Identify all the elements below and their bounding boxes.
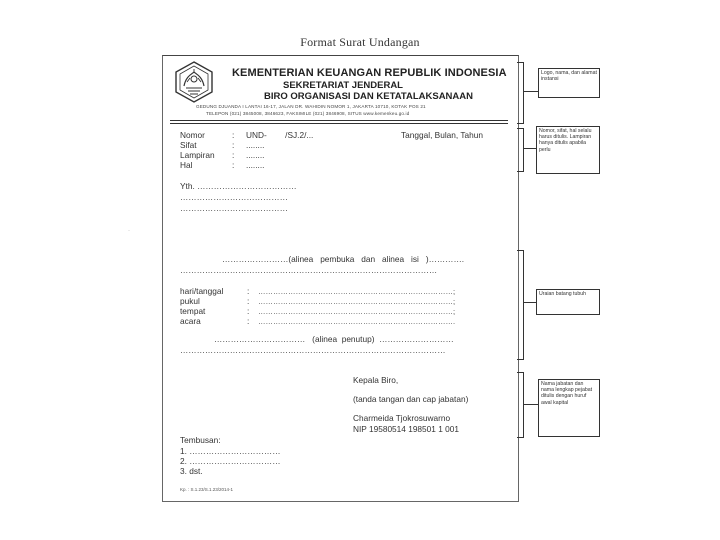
page-title: Format Surat Undangan [300,35,420,49]
annotation-box-meta: Nomor, sifat, hal selalu harus ditulis. Lampiran hanya ditulis apabila perlu [536,126,600,174]
addressee-line-3: ………………………………… [180,203,288,213]
sifat-value: ........ [246,140,265,150]
footer-code: Kp. : S.1.23/S.1.23/2014-1 [180,487,234,492]
tembusan-item: 1. …………………………… [180,446,281,456]
tembusan-item: 3. dst. [180,466,203,476]
nomor-value: UND- /SJ.2/... [246,130,314,140]
sifat-label: Sifat [180,140,197,150]
nomor-label: Nomor [180,130,205,140]
event-row-label: acara [180,316,201,326]
annotation-box-signature: Nama jabatan dan nama lengkap pejabat ditulis dengan huruf awal kapital [538,379,600,437]
sifat-colon: : [232,140,235,150]
event-row-colon: : [247,286,250,296]
annotation-box-letterhead: Logo, nama, dan alamat instansi [538,68,600,98]
event-row-value: ……………………………………………………………………; [258,287,456,296]
annotation-bracket [517,62,524,124]
annotation-connector [524,404,538,405]
event-row-colon: : [247,306,250,316]
event-row-value: ……………………………………………………………………; [258,307,456,316]
annotation-connector [524,91,538,92]
signatory-name: Charmeida Tjokrosuwarno [353,413,451,423]
hal-colon: : [232,160,235,170]
event-row-colon: : [247,316,250,326]
lampiran-label: Lampiran [180,150,215,160]
annotation-bracket [517,250,524,360]
opening-paragraph-line-2: ………………………………………………………………………………… [180,265,438,275]
annotation-connector [524,148,536,149]
nomor-colon: : [232,130,235,140]
signature-note: (tanda tangan dan cap jabatan) [353,394,469,404]
letterhead-rule-thin [170,123,508,124]
letterhead-rule-thick [170,120,508,121]
addressee-yth: Yth. ……………………………… [180,181,297,191]
event-row-label: pukul [180,296,200,306]
letterhead-ministry: KEMENTERIAN KEUANGAN REPUBLIK INDONESIA [232,67,507,79]
closing-paragraph-line-2: …………………………………………………………………………………… [180,345,446,355]
lampiran-value: ........ [246,150,265,160]
signatory-nip: NIP 19580514 198501 1 001 [353,424,459,434]
annotation-box-body: Uraian batang tubuh [536,289,600,315]
letterhead-secretariat: SEKRETARIAT JENDERAL [283,80,403,91]
margin-mark: · [128,228,130,234]
lampiran-colon: : [232,150,235,160]
letterhead-bureau: BIRO ORGANISASI DAN KETATALAKSANAAN [264,91,473,102]
closing-paragraph: …………………………… (alinea penutup) ……………………… [214,334,454,344]
event-row-label: tempat [180,306,206,316]
hal-value: ........ [246,160,265,170]
signature-title: Kepala Biro, [353,375,399,385]
tembusan-label: Tembusan: [180,435,221,445]
event-row-value: ……………………………………………………………………. [258,317,456,326]
event-row-label: hari/tanggal [180,286,224,296]
tembusan-item: 2. …………………………… [180,456,281,466]
annotation-bracket [517,128,524,172]
annotation-connector [524,302,536,303]
event-row-value: ……………………………………………………………………; [258,297,456,306]
opening-paragraph: ……………………(alinea pembuka dan alinea isi )…………. [222,254,465,264]
hal-label: Hal [180,160,193,170]
letterhead-address-2: TELEPON (021) 3845008, 3846623, FAKSIMILE (021) 3846908, SITUS www.kemenkeu.go.id [206,111,410,116]
letter-date: Tanggal, Bulan, Tahun [401,130,483,140]
letterhead-address-1: GEDUNG DJUANDA I LANTAI 16-17, JALAN DR. WAHIDIN NOMOR 1, JAKARTA 10710, KOTAK POS 21 [196,104,426,109]
addressee-line-2: ………………………………… [180,192,288,202]
annotation-bracket [517,372,524,438]
ministry-emblem-icon [172,60,216,104]
event-row-colon: : [247,296,250,306]
